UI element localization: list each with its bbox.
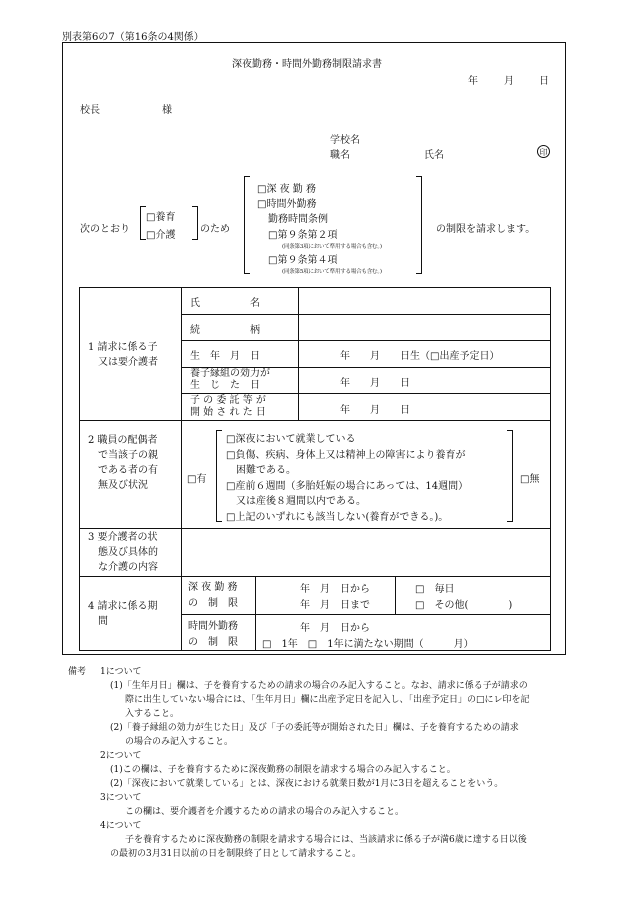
overtime-from: 年 月 日から [300, 623, 370, 634]
note-line: 入すること。 [125, 709, 180, 719]
item-ordinance: 勤務時間条例 [268, 214, 328, 225]
night-limit-label: 深 夜 勤 務 の 制 限 [188, 582, 238, 609]
overtime-limit-label: 時間外勤務 の 制 限 [188, 621, 238, 648]
bracket-left [216, 430, 222, 522]
item-note: (同条第3項において準用する場合も含む。) [282, 244, 382, 250]
night-from: 年 月 日から [300, 584, 370, 595]
row-adoption-label: 養子縁組の効力が 生 じ た 日 [190, 368, 270, 391]
intro-prefix: 次のとおり [80, 224, 130, 235]
spouse-yes-option: □有 [187, 474, 207, 485]
row-birthdate-value: 年 月 日生（□出産予定日） [340, 351, 500, 362]
table-divider [79, 420, 551, 421]
table-divider [79, 576, 551, 577]
table-divider [181, 314, 551, 315]
intro-for: のため [200, 224, 230, 235]
bracket-left [244, 176, 250, 274]
note-line: 子を養育するために深夜勤務の制限を請求する場合には、当該請求に係る子が満6歳に達する日以後 [125, 835, 527, 845]
bracket-right [507, 430, 513, 522]
note-line: 2について [100, 751, 142, 761]
note-line: この欄は、要介護者を介護するための請求の場合のみ記入すること。 [125, 807, 405, 817]
row-entrustment-label: 子 の 委 託 等 が 開 始 さ れ た 日 [190, 395, 266, 418]
row-adoption-value: 年 月 日 [340, 378, 410, 389]
notes-head: 備考 [68, 667, 87, 677]
night-to: 年 月 日まで [300, 600, 370, 611]
sec1-label: 1 請求に係る子 又は要介護者 [88, 342, 158, 368]
sec3-label: 3 要介護者の状 態及び具体的 な介護の内容 [88, 532, 158, 573]
option-childcare: □養育 [146, 212, 176, 223]
note-line: 3について [100, 793, 142, 803]
date-month-label: 月 [504, 76, 514, 87]
table-divider [79, 528, 551, 529]
date-year-label: 年 [468, 76, 478, 87]
item-article-9-4: □第９条第４項 [268, 255, 338, 266]
note-line: (2)「深夜において就業している」とは、深夜における就業日数が1月に3日を超えることをいう。 [110, 779, 504, 789]
note-line: (2)「養子縁組の効力が生じた日」及び「子の委託等が開始された日」欄は、子を養育するための請求 [110, 723, 519, 733]
sec4-label: 4 請求に係る期 間 [88, 601, 158, 627]
name-label: 氏名 [424, 150, 444, 161]
row-entrustment-value: 年 月 日 [340, 405, 410, 416]
table-divider [181, 614, 551, 615]
bracket-right [416, 176, 422, 274]
bracket-right [192, 206, 198, 240]
addressee-honorific: 様 [162, 105, 172, 116]
row-birthdate-label: 生 年 月 日 [190, 351, 260, 362]
seal-mark: 印 [537, 145, 550, 158]
position-label: 職名 [330, 150, 350, 161]
table-divider [298, 287, 299, 420]
table-divider [395, 576, 396, 614]
item-overtime: □時間外勤務 [257, 199, 317, 210]
overtime-period-options: □ 1年 □ 1年に満たない期間（ 月） [262, 639, 474, 650]
note-line: の場合のみ記入すること。 [125, 737, 234, 747]
item-note: (同条第5項において準用する場合も含む。) [282, 269, 382, 275]
row-relationship-label: 続 柄 [190, 325, 260, 336]
sec2-label: 2 職員の配偶者 で当該子の親 である者の有 無及び状況 [88, 435, 158, 491]
school-name-label: 学校名 [330, 135, 360, 146]
night-option-daily: □ 毎日 [415, 584, 455, 595]
table-divider [181, 393, 551, 394]
item-night-work: □深 夜 勤 務 [257, 184, 316, 195]
form-title: 深夜勤務・時間外勤務制限請求書 [232, 59, 382, 70]
form-reference: 別表第6の7（第16条の4関係） [62, 32, 204, 43]
note-line: 際に出生していない場合には、「生年月日」欄に出産予定日を記入し、「出産予定日」の□にレ印を記 [125, 695, 530, 705]
note-line: 4について [100, 821, 142, 831]
intro-suffix: の制限を請求します。 [436, 224, 536, 235]
addressee-label: 校長 [80, 105, 100, 116]
table-divider [181, 340, 551, 341]
date-day-label: 日 [539, 76, 549, 87]
spouse-conditions-list: □深夜において就業している □負傷、疾病、身体上又は精神上の障害により養育が 困難である。 □産前６週間（多胎妊娠の場合にあっては、14週間） 又は産後８週間以内である。 □上記のいずれにも該当しない(養育ができる。)。 [226, 434, 469, 523]
option-nursing: □介護 [146, 230, 176, 241]
note-line: (1)この欄は、子を養育するために深夜勤務の制限を請求する場合のみ記入すること。 [110, 765, 456, 775]
spouse-no-option: □無 [520, 474, 540, 485]
row-name-label: 氏 名 [190, 298, 260, 309]
table-divider [181, 287, 182, 651]
note-line: 1について [100, 667, 142, 677]
night-option-other: □ その他( ) [415, 600, 513, 611]
note-line: (1)「生年月日」欄は、子を養育するための請求の場合のみ記入すること。なお、請求に係る子が請求の [110, 681, 528, 691]
item-article-9-2: □第９条第２項 [268, 230, 338, 241]
note-line: の最初の3月31日以前の日を制限終了日として請求すること。 [110, 849, 362, 859]
